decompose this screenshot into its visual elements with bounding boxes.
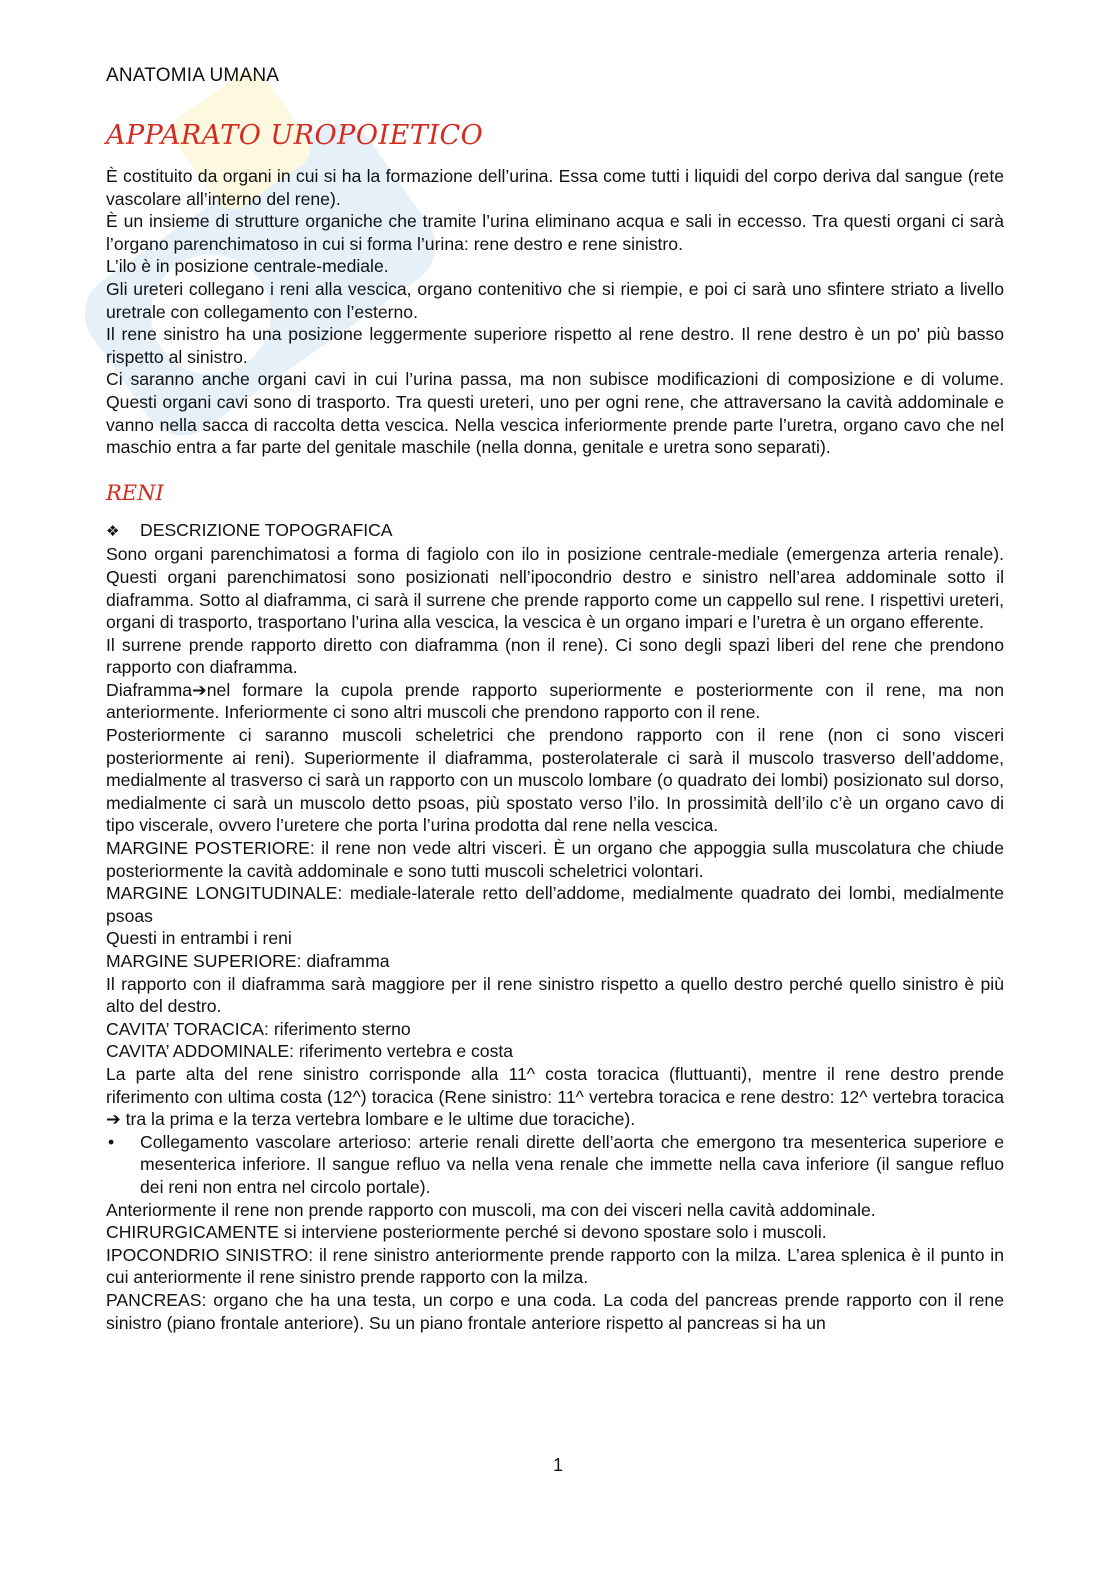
running-header: ANATOMIA UMANA (106, 65, 280, 86)
intro-paragraph: Ci saranno anche organi cavi in cui l’urina passa, ma non subisce modificazioni di composizione e di volume. Questi organi cavi sono di trasporto. Tra questi ureteri, uno per ogni rene, che attraversano la cavità addominale e vanno nella sacca di raccolta detta vescica. Nella vescica inferiormente prende parte l’uretra, organo cavo che nel maschio entra a far parte del genitale maschile (nella donna, genitale e uretra sono separati). (106, 369, 1004, 458)
body-paragraph: Il surrene prende rapporto diretto con diaframma (non il rene). Ci sono degli spazi liberi del rene che prendono rapporto con diaframma. (106, 634, 1004, 678)
section-title-reni: RENI (106, 480, 164, 505)
body-paragraph: CAVITA’ ADDOMINALE: riferimento vertebra e costa (106, 1041, 514, 1062)
body-paragraph: Posteriormente ci saranno muscoli scheletrici che prendono rapporto con il rene (non ci sono visceri posteriormente ai reni). Superiormente il diaframma, posterolaterale ci sarà il muscolo trasverso dell’addome, medialmente al trasverso ci sarà un rapporto con un muscolo lombare (o quadrato dei lombi) posizionato sul dorso, medialmente ci sarà un muscolo detto psoas, più spostato verso l’ilo. In prossimità dell’ilo c’è un organo cavo di tipo viscerale, ovvero l’uretere che porta l’urina prodotta dal rene nella vescica. (106, 725, 1004, 836)
body-paragraph: Sono organi parenchimatosi a forma di fagiolo con ilo in posizione centrale-mediale (emergenza arteria renale). Questi organi parenchimatosi sono posizionati nell’ipocondrio destro e sinistro nell’area addominale sotto il diaframma. Sotto al diaframma, ci sarà il surrene che prende rapporto come un cappello sul rene. I rispettivi ureteri, organi di trasporto, trasportano l’urina alla vescica, la vescica è un organo impari e l’uretra è un organo efferente. (106, 544, 1004, 633)
body-paragraph: MARGINE SUPERIORE: diaframma (106, 951, 390, 971)
page-content (106, 62, 1004, 1334)
intro-paragraph: È un insieme di strutture organiche che tramite l’urina eliminano acqua e sali in eccesso. Tra questi organi ci sarà l’organo parenchimatoso in cui si forma l’urina: rene destro e rene sinistro. (106, 211, 1004, 254)
intro-section (106, 165, 1004, 459)
intro-paragraph: L’ilo è in posizione centrale-mediale. (106, 256, 389, 277)
page-number: 1 (552, 1455, 563, 1475)
body-paragraph: La parte alta del rene sinistro corrisponde alla 11^ costa toracica (fluttuanti), mentre il rene destro prende riferimento con ultima costa (12^) toracica (Rene sinistro: 11^ vertebra toracica e rene destro: 12^ vertebra toracica ➔ tra la prima e la terza vertebra lombare e le ultime due toraciche). (106, 1063, 1004, 1130)
body-paragraph: Anteriormente il rene non prende rapporto con muscoli, ma con dei visceri nella cavità addominale. (106, 1199, 876, 1220)
intro-paragraph: È costituito da organi in cui si ha la formazione dell’urina. Essa come tutti i liquidi del corpo deriva dal sangue (rete vascolare all’interno del rene). (106, 166, 1004, 209)
diamond-bullet-icon: ❖ (106, 522, 120, 540)
intro-paragraph: Il rene sinistro ha una posizione leggermente superiore rispetto al rene destro. Il rene destro è un po' più basso rispetto al sinistro. (106, 324, 1004, 367)
body-section (106, 543, 1004, 1334)
body-paragraph: MARGINE LONGITUDINALE: mediale-laterale retto dell’addome, medialmente quadrato dei lombi, medialmente psoas (106, 883, 1004, 926)
body-paragraph: MARGINE POSTERIORE: il rene non vede altri visceri. È un organo che appoggia sulla muscolatura che chiude posteriormente la cavità addominale e sono tutti muscoli scheletrici volontari. (106, 838, 1004, 881)
body-paragraph: Questi in entrambi i reni (106, 928, 292, 949)
body-paragraph: IPOCONDRIO SINISTRO: il rene sinistro anteriormente prende rapporto con la milza. L’area splenica è il punto in cui anteriormente il rene sinistro prende rapporto con la milza. (106, 1244, 1004, 1288)
subsection-heading (106, 519, 1004, 544)
body-paragraph: CAVITA’ TORACICA: riferimento sterno (106, 1018, 411, 1039)
bullet-text: Collegamento vascolare arterioso: arterie renali dirette dell’aorta che emergono tra mesenterica superiore e mesenterica inferiore. Il sangue refluo va nella vena renale che immette nella cava inferiore (il sangue refluo dei reni non entra nel circolo portale). (140, 1131, 1004, 1197)
subsection-title: DESCRIZIONE TOPOGRAFICA (140, 519, 393, 540)
body-paragraph: Il rapporto con il diaframma sarà maggiore per il rene sinistro rispetto a quello destro perché quello sinistro è più alto del destro. (106, 973, 1004, 1017)
body-paragraph: PANCREAS: organo che ha una testa, un corpo e una coda. La coda del pancreas prende rapporto con il rene sinistro (piano frontale anteriore). Su un piano frontale anteriore rispetto al pancreas si ha un (106, 1289, 1004, 1333)
body-paragraph: Diaframma➔nel formare la cupola prende rapporto superiormente e posteriormente con il rene, ma non anteriormente. Inferiormente ci sono altri muscoli che prendono rapporto con il rene. (106, 679, 1004, 723)
body-paragraph: CHIRURGICAMENTE si interviene posteriormente perché si devono spostare solo i muscoli. (106, 1222, 827, 1243)
bullet-dot-icon: • (108, 1131, 115, 1152)
intro-paragraph: Gli ureteri collegano i reni alla vescica, organo contenitivo che si riempie, e poi ci sarà uno sfintere striato a livello uretrale con collegamento con l’esterno. (106, 278, 1004, 322)
bullet-item (106, 1131, 1004, 1199)
document-title: APPARATO UROPOIETICO (106, 120, 484, 151)
